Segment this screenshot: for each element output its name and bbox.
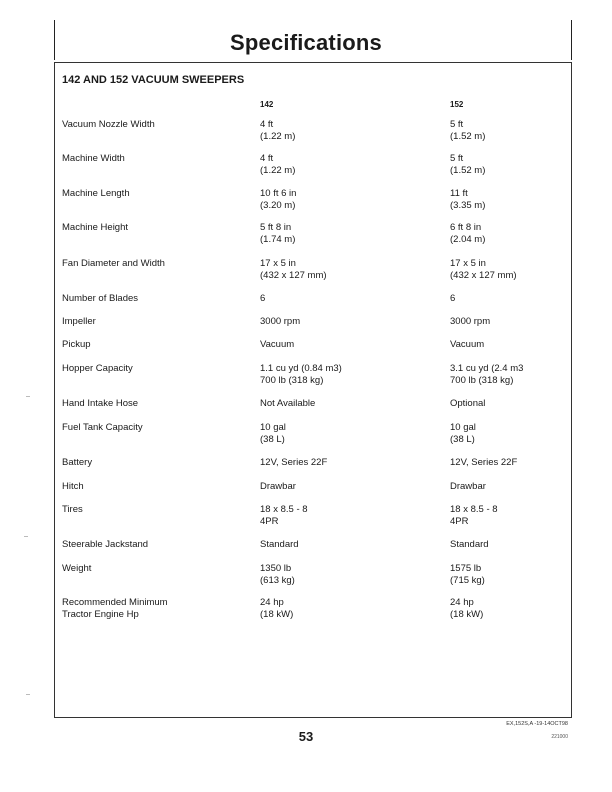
spec-label <box>62 293 242 305</box>
spec-value-142-line: 6 <box>260 293 266 304</box>
spec-label-line: Machine Width <box>62 153 125 164</box>
spec-value-152 <box>450 339 580 351</box>
spec-value-152 <box>450 597 580 621</box>
spec-value-152-line: 24 hp <box>450 597 474 608</box>
scan-speck <box>26 396 30 397</box>
spec-label <box>62 539 242 551</box>
spec-value-142 <box>260 293 440 305</box>
spec-value-142 <box>260 504 440 528</box>
spec-label-line: Fuel Tank Capacity <box>62 422 143 433</box>
spec-value-142-line: Not Available <box>260 398 316 409</box>
spec-label <box>62 597 242 621</box>
spec-label <box>62 398 242 410</box>
scan-speck <box>24 536 28 537</box>
spec-label-line: Hitch <box>62 481 84 492</box>
spec-label-line: Machine Height <box>62 222 129 233</box>
spec-value-142 <box>260 457 440 469</box>
spec-value-152 <box>450 563 580 587</box>
column-header-152: 152 <box>450 100 464 109</box>
spec-value-142 <box>260 153 440 177</box>
spec-label <box>62 457 242 469</box>
reference-code: EX,152S,A -19-14OCT98 <box>506 721 568 727</box>
spec-value-142-line: 1350 lb <box>260 563 292 574</box>
spec-value-142-line: 17 x 5 in <box>260 258 296 269</box>
spec-value-142 <box>260 422 440 446</box>
spec-value-142 <box>260 258 440 282</box>
spec-label-line: Recommended Minimum <box>62 597 168 608</box>
page-code: 221000 <box>551 734 568 740</box>
spec-value-152 <box>450 293 580 305</box>
spec-value-142 <box>260 398 440 410</box>
spec-value-152-line: 6 ft 8 in <box>450 222 482 233</box>
spec-value-152 <box>450 457 580 469</box>
spec-label <box>62 188 242 200</box>
spec-label <box>62 481 242 493</box>
spec-value-152-line: (432 x 127 mm) <box>450 270 517 281</box>
spec-label <box>62 119 242 131</box>
spec-label <box>62 563 242 575</box>
spec-label-line: Machine Length <box>62 188 130 199</box>
spec-value-152-line: 11 ft <box>450 188 468 199</box>
spec-value-142-line: Vacuum <box>260 339 295 350</box>
spec-value-152-line: 4PR <box>450 516 469 527</box>
spec-value-142-line: Standard <box>260 539 299 550</box>
spec-value-142-line: (3.20 m) <box>260 200 296 211</box>
spec-value-152-line: 5 ft <box>450 153 464 164</box>
spec-value-152-line: (1.52 m) <box>450 165 486 176</box>
spec-label-line: Number of Blades <box>62 293 139 304</box>
spec-value-152 <box>450 316 580 328</box>
spec-value-142-line: Drawbar <box>260 481 296 492</box>
spec-label-line: Tractor Engine Hp <box>62 609 139 620</box>
spec-value-142-line: 24 hp <box>260 597 284 608</box>
spec-value-152-line: 1575 lb <box>450 563 482 574</box>
spec-value-152-line: 3000 rpm <box>450 316 491 327</box>
spec-label <box>62 363 242 375</box>
spec-value-142-line: (432 x 127 mm) <box>260 270 327 281</box>
spec-value-152-line: Optional <box>450 398 486 409</box>
spec-value-142-line: (613 kg) <box>260 575 295 586</box>
spec-value-152 <box>450 153 580 177</box>
spec-value-142-line: (1.74 m) <box>260 234 296 245</box>
spec-value-142 <box>260 222 440 246</box>
spec-value-142 <box>260 481 440 493</box>
spec-value-152 <box>450 188 580 212</box>
spec-value-152-line: Vacuum <box>450 339 485 350</box>
spec-label <box>62 339 242 351</box>
spec-value-152 <box>450 422 580 446</box>
spec-value-152-line: 17 x 5 in <box>450 258 486 269</box>
spec-value-142-line: 4PR <box>260 516 279 527</box>
spec-value-142-line: 700 lb (318 kg) <box>260 375 324 386</box>
spec-value-152-line: (2.04 m) <box>450 234 486 245</box>
section-title: 142 AND 152 VACUUM SWEEPERS <box>62 74 245 86</box>
spec-value-152-line: 18 x 8.5 - 8 <box>450 504 498 515</box>
spec-value-152-line: 12V, Series 22F <box>450 457 518 468</box>
spec-value-142 <box>260 339 440 351</box>
spec-value-152 <box>450 222 580 246</box>
spec-value-142-line: (38 L) <box>260 434 285 445</box>
spec-value-142 <box>260 597 440 621</box>
spec-label-line: Fan Diameter and Width <box>62 258 165 269</box>
scan-speck <box>26 694 30 695</box>
spec-label-line: Vacuum Nozzle Width <box>62 119 155 130</box>
spec-value-152 <box>450 481 580 493</box>
spec-value-142 <box>260 119 440 143</box>
spec-label <box>62 504 242 516</box>
spec-value-142-line: 4 ft <box>260 153 274 164</box>
spec-value-142-line: (18 kW) <box>260 609 294 620</box>
spec-value-152-line: 6 <box>450 293 456 304</box>
spec-label-line: Tires <box>62 504 83 515</box>
spec-label-line: Weight <box>62 563 92 574</box>
spec-value-142-line: 12V, Series 22F <box>260 457 328 468</box>
spec-label-line: Battery <box>62 457 93 468</box>
spec-label-line: Pickup <box>62 339 91 350</box>
spec-value-142-line: 1.1 cu yd (0.84 m3) <box>260 363 342 374</box>
spec-label-line: Steerable Jackstand <box>62 539 149 550</box>
spec-value-152-line: (38 L) <box>450 434 475 445</box>
spec-value-152 <box>450 539 580 551</box>
spec-value-142 <box>260 188 440 212</box>
spec-label <box>62 258 242 270</box>
spec-value-152-line: Drawbar <box>450 481 486 492</box>
page-title: Specifications <box>230 30 382 55</box>
spec-value-152 <box>450 119 580 143</box>
spec-value-152-line: (715 kg) <box>450 575 485 586</box>
spec-label-line: Hopper Capacity <box>62 363 133 374</box>
spec-value-142-line: 5 ft 8 in <box>260 222 292 233</box>
spec-value-142 <box>260 539 440 551</box>
spec-value-152-line: 5 ft <box>450 119 464 130</box>
spec-value-142-line: 4 ft <box>260 119 274 130</box>
spec-value-142-line: 18 x 8.5 - 8 <box>260 504 308 515</box>
page-number: 53 <box>298 729 314 744</box>
spec-value-142-line: 3000 rpm <box>260 316 301 327</box>
spec-label-line: Hand Intake Hose <box>62 398 139 409</box>
spec-label <box>62 153 242 165</box>
spec-value-152 <box>450 258 580 282</box>
spec-value-152-line: (18 kW) <box>450 609 484 620</box>
spec-value-152-line: (1.52 m) <box>450 131 486 142</box>
spec-value-142-line: (1.22 m) <box>260 165 296 176</box>
spec-value-142 <box>260 363 440 387</box>
spec-value-142-line: 10 gal <box>260 422 286 433</box>
spec-label <box>62 316 242 328</box>
spec-value-142 <box>260 563 440 587</box>
spec-value-152-line: 10 gal <box>450 422 476 433</box>
spec-value-152-line: 700 lb (318 kg) <box>450 375 514 386</box>
spec-label-line: Impeller <box>62 316 96 327</box>
spec-value-152 <box>450 398 580 410</box>
spec-value-152-line: (3.35 m) <box>450 200 486 211</box>
spec-label <box>62 422 242 434</box>
spec-value-142 <box>260 316 440 328</box>
spec-value-152-line: 3.1 cu yd (2.4 m3 <box>450 363 524 374</box>
spec-value-142-line: (1.22 m) <box>260 131 296 142</box>
spec-value-152 <box>450 504 580 528</box>
spec-value-142-line: 10 ft 6 in <box>260 188 297 199</box>
spec-value-152 <box>450 363 580 387</box>
spec-label <box>62 222 242 234</box>
column-header-142: 142 <box>260 100 274 109</box>
spec-value-152-line: Standard <box>450 539 489 550</box>
